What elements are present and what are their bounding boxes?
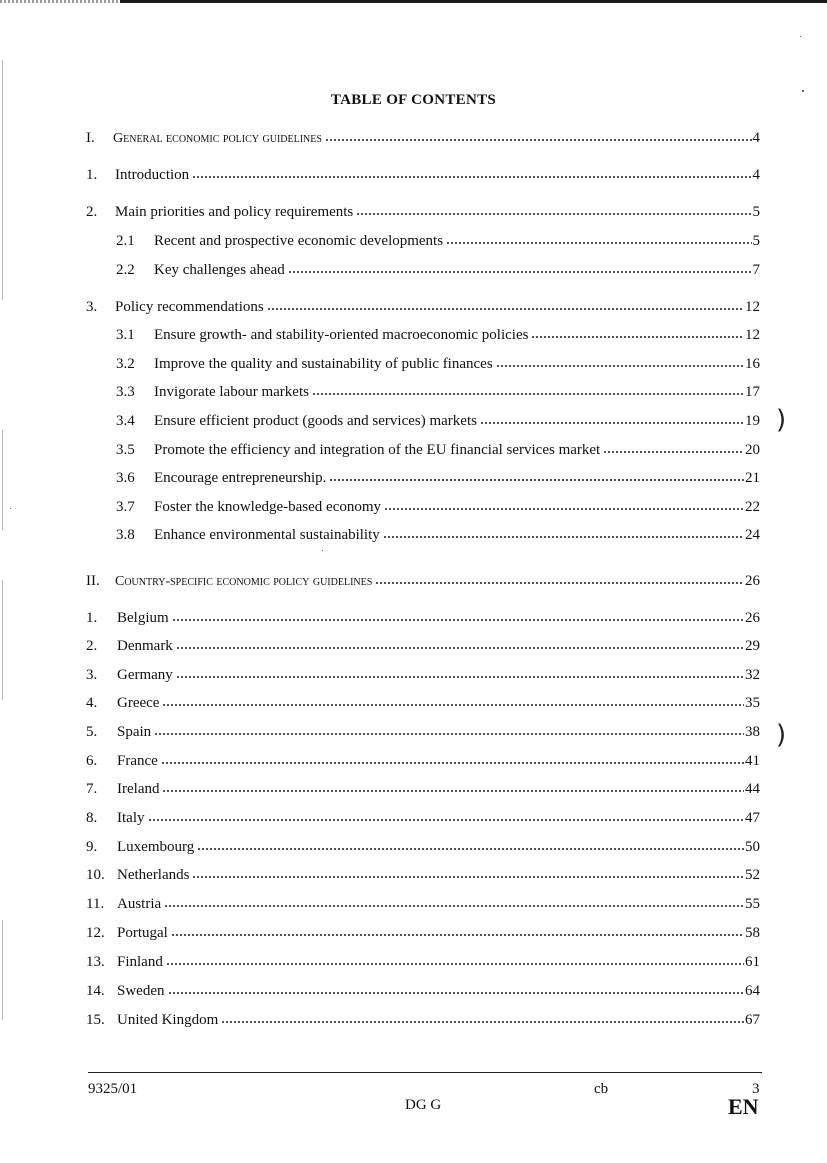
dot-leader bbox=[221, 1010, 744, 1025]
entry-number: 2. bbox=[86, 638, 98, 654]
toc-country-entry[interactable] bbox=[0, 778, 760, 798]
entry-label: Ensure growth- and stability-oriented macroeconomic policies bbox=[154, 327, 529, 343]
country-label: Denmark bbox=[117, 638, 173, 654]
dot-leader bbox=[166, 952, 744, 967]
entry-label: Introduction bbox=[115, 167, 190, 183]
dot-leader bbox=[325, 128, 752, 143]
country-label: Germany bbox=[117, 667, 173, 683]
page-number: 29 bbox=[745, 638, 760, 654]
country-label: Italy bbox=[117, 810, 145, 826]
page-number: 26 bbox=[745, 573, 760, 589]
toc-country-entry[interactable] bbox=[0, 635, 760, 655]
entry-number: 1. bbox=[86, 167, 98, 183]
entry-number: 3.7 bbox=[116, 499, 135, 515]
dot-leader bbox=[162, 779, 744, 794]
page-number: 35 bbox=[745, 695, 760, 711]
entry-number: 8. bbox=[86, 810, 98, 826]
page-number-footer: 3 bbox=[752, 1081, 760, 1097]
country-label: Sweden bbox=[117, 983, 165, 999]
directorate: DG G bbox=[405, 1097, 442, 1113]
entry-number: 3.5 bbox=[116, 442, 135, 458]
page-number: 38 bbox=[745, 724, 760, 740]
entry-label: Encourage entrepreneurship. bbox=[154, 470, 327, 486]
dot-leader bbox=[480, 411, 744, 426]
entry-number: 12. bbox=[86, 925, 105, 941]
toc-country-entry[interactable] bbox=[0, 807, 760, 827]
toc-entry[interactable] bbox=[0, 164, 760, 184]
entry-label: Improve the quality and sustainability of public finances bbox=[154, 356, 493, 372]
entry-number: 3.8 bbox=[116, 527, 135, 543]
toc-country-entry[interactable] bbox=[0, 1009, 760, 1029]
page-number: 52 bbox=[745, 867, 760, 883]
toc-country-entry[interactable] bbox=[0, 980, 760, 1000]
top-border-scan-noise bbox=[0, 0, 120, 3]
toc-subentry[interactable] bbox=[0, 353, 760, 373]
page-number: 32 bbox=[745, 667, 760, 683]
page-number: 4 bbox=[752, 167, 760, 183]
page-number: 12 bbox=[745, 327, 760, 343]
dot-leader bbox=[329, 468, 744, 483]
page-number: 47 bbox=[745, 810, 760, 826]
entry-number: 13. bbox=[86, 954, 105, 970]
country-label: Ireland bbox=[117, 781, 160, 797]
toc-subentry[interactable] bbox=[0, 467, 760, 487]
toc-country-entry[interactable] bbox=[0, 922, 760, 942]
country-label: Finland bbox=[117, 954, 163, 970]
entry-number: 6. bbox=[86, 753, 98, 769]
scan-speck bbox=[800, 36, 801, 37]
entry-number: 1. bbox=[86, 610, 98, 626]
entry-number: 3.2 bbox=[116, 356, 135, 372]
dot-leader bbox=[176, 636, 744, 651]
document-number: 9325/01 bbox=[88, 1081, 138, 1097]
toc-subentry[interactable] bbox=[0, 259, 760, 279]
entry-number: 3.3 bbox=[116, 384, 135, 400]
toc-entry[interactable] bbox=[0, 201, 760, 221]
toc-country-entry[interactable] bbox=[0, 692, 760, 712]
toc-country-entry[interactable] bbox=[0, 893, 760, 913]
dot-leader bbox=[161, 751, 744, 766]
page-number: 41 bbox=[745, 753, 760, 769]
entry-number: 11. bbox=[86, 896, 105, 912]
author-initials: cb bbox=[594, 1081, 609, 1097]
country-label: Greece bbox=[117, 695, 160, 711]
toc-section-heading[interactable] bbox=[0, 570, 760, 590]
page-number: 5 bbox=[752, 233, 760, 249]
page-number: 58 bbox=[745, 925, 760, 941]
page-number: 55 bbox=[745, 896, 760, 912]
footer-rule bbox=[88, 1072, 762, 1073]
toc-country-entry[interactable] bbox=[0, 750, 760, 770]
entry-number: 3.6 bbox=[116, 470, 135, 486]
toc-country-entry[interactable] bbox=[0, 836, 760, 856]
country-label: Belgium bbox=[117, 610, 169, 626]
toc-subentry[interactable] bbox=[0, 410, 760, 430]
toc-country-entry[interactable] bbox=[0, 864, 760, 884]
country-label: Spain bbox=[117, 724, 152, 740]
toc-section-heading[interactable] bbox=[0, 127, 760, 147]
dot-leader bbox=[446, 231, 751, 246]
page-number: 21 bbox=[745, 470, 760, 486]
page-number: 50 bbox=[745, 839, 760, 855]
country-label: Netherlands bbox=[117, 867, 190, 883]
page-number: 64 bbox=[745, 983, 760, 999]
page-number: 19 bbox=[745, 413, 760, 429]
language-code: EN bbox=[728, 1094, 759, 1119]
entry-number: 10. bbox=[86, 867, 105, 883]
entry-label: Key challenges ahead bbox=[154, 262, 285, 278]
country-label: France bbox=[117, 753, 158, 769]
dot-leader bbox=[197, 837, 744, 852]
dot-leader bbox=[383, 525, 744, 540]
dot-leader bbox=[176, 665, 744, 680]
dot-leader bbox=[375, 571, 744, 586]
page-number: 16 bbox=[745, 356, 760, 372]
top-border-rule bbox=[0, 0, 827, 3]
dot-leader bbox=[148, 808, 745, 823]
page-number: 5 bbox=[752, 204, 760, 220]
dot-leader bbox=[496, 354, 744, 369]
entry-label: Main priorities and policy requirements bbox=[115, 204, 354, 220]
toc-country-entry[interactable] bbox=[0, 607, 760, 627]
entry-label: Promote the efficiency and integration of the EU financial services market bbox=[154, 442, 601, 458]
section-number: I. bbox=[86, 130, 95, 146]
toc-subentry[interactable] bbox=[0, 230, 760, 250]
toc-subentry[interactable] bbox=[0, 324, 760, 344]
dot-leader bbox=[603, 440, 744, 455]
page-number: 17 bbox=[745, 384, 760, 400]
toc-country-entry[interactable] bbox=[0, 664, 760, 684]
toc-country-entry[interactable] bbox=[0, 721, 760, 741]
page-number: 12 bbox=[745, 299, 760, 315]
dot-leader bbox=[168, 981, 745, 996]
entry-number: 4. bbox=[86, 695, 98, 711]
entry-number: 3.1 bbox=[116, 327, 135, 343]
dot-leader bbox=[356, 202, 751, 217]
page-number: 44 bbox=[745, 781, 760, 797]
country-label: United Kingdom bbox=[117, 1012, 219, 1028]
entry-number: 14. bbox=[86, 983, 105, 999]
scan-artifact-mark: ) bbox=[776, 720, 787, 750]
toc-subentry[interactable] bbox=[0, 524, 760, 544]
dot-leader bbox=[267, 297, 744, 312]
scan-speck bbox=[322, 550, 323, 551]
dot-leader bbox=[192, 865, 744, 880]
dot-leader bbox=[531, 325, 744, 340]
country-label: Portugal bbox=[117, 925, 168, 941]
toc-country-entry[interactable] bbox=[0, 951, 760, 971]
scan-speck bbox=[10, 508, 11, 509]
entry-number: 2.2 bbox=[116, 262, 135, 278]
dot-leader bbox=[384, 497, 744, 512]
toc-subentry[interactable] bbox=[0, 381, 760, 401]
section-label: Country-specific economic policy guidelines bbox=[115, 574, 373, 589]
entry-number: 2. bbox=[86, 204, 98, 220]
entry-number: 9. bbox=[86, 839, 98, 855]
page-number: 4 bbox=[752, 130, 760, 146]
page-title: TABLE OF CONTENTS bbox=[330, 92, 497, 108]
dot-leader bbox=[288, 260, 752, 275]
dot-leader bbox=[162, 693, 744, 708]
dot-leader bbox=[171, 923, 744, 938]
entry-label: Invigorate labour markets bbox=[154, 384, 309, 400]
entry-number: 3. bbox=[86, 667, 98, 683]
dot-leader bbox=[172, 608, 744, 623]
section-label: General economic policy guidelines bbox=[113, 131, 322, 146]
toc-subentry[interactable] bbox=[0, 496, 760, 516]
scan-speck bbox=[802, 90, 804, 92]
entry-number: 7. bbox=[86, 781, 98, 797]
dot-leader bbox=[154, 722, 744, 737]
scan-artifact-mark: ) bbox=[776, 405, 787, 435]
country-label: Luxembourg bbox=[117, 839, 195, 855]
section-number: II. bbox=[86, 573, 100, 589]
toc-entry[interactable] bbox=[0, 296, 760, 316]
entry-label: Policy recommendations bbox=[115, 299, 264, 315]
page-number: 24 bbox=[745, 527, 760, 543]
entry-number: 2.1 bbox=[116, 233, 135, 249]
entry-number: 15. bbox=[86, 1012, 105, 1028]
entry-number: 5. bbox=[86, 724, 98, 740]
entry-label: Enhance environmental sustainability bbox=[154, 527, 380, 543]
dot-leader bbox=[192, 165, 751, 180]
page-number: 67 bbox=[745, 1012, 760, 1028]
page-number: 20 bbox=[745, 442, 760, 458]
page-number: 26 bbox=[745, 610, 760, 626]
entry-number: 3. bbox=[86, 299, 98, 315]
country-label: Austria bbox=[117, 896, 162, 912]
entry-number: 3.4 bbox=[116, 413, 135, 429]
entry-label: Ensure efficient product (goods and services) markets bbox=[154, 413, 477, 429]
toc-subentry[interactable] bbox=[0, 439, 760, 459]
dot-leader bbox=[164, 894, 744, 909]
entry-label: Recent and prospective economic developments bbox=[154, 233, 444, 249]
page-number: 22 bbox=[745, 499, 760, 515]
page-number: 61 bbox=[745, 954, 760, 970]
dot-leader bbox=[312, 382, 744, 397]
page-number: 7 bbox=[752, 262, 760, 278]
entry-label: Foster the knowledge-based economy bbox=[154, 499, 382, 515]
